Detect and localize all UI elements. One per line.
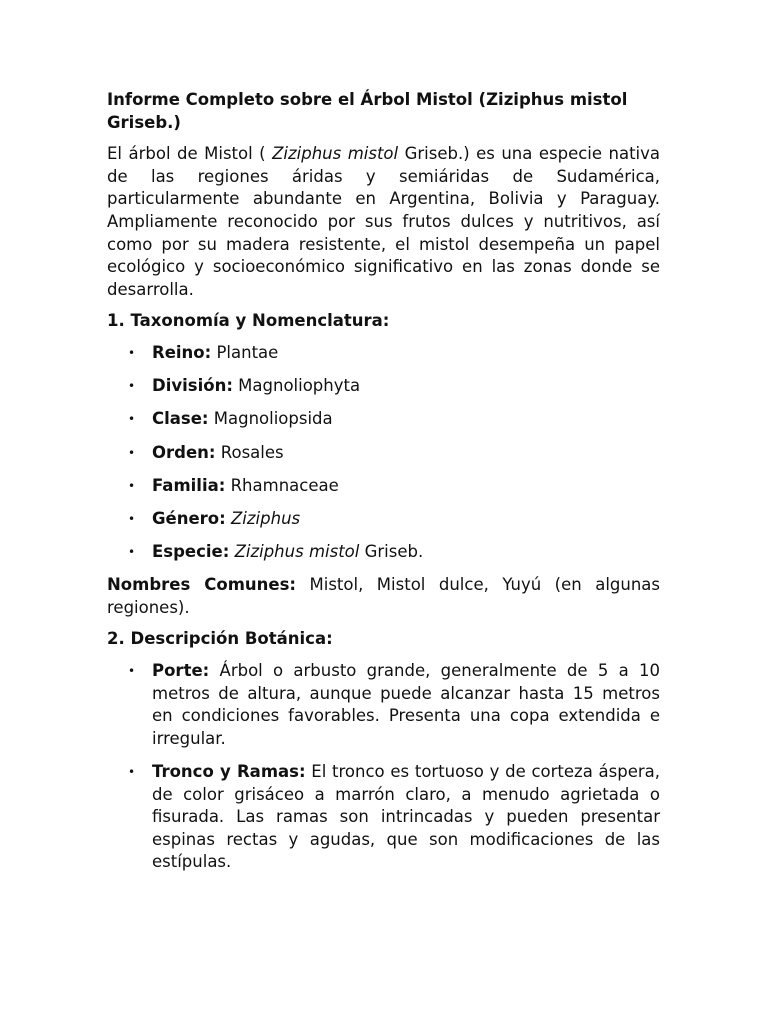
taxonomy-item-familia	[107, 475, 660, 498]
taxonomy-label: Orden:	[152, 442, 216, 462]
taxonomy-list	[107, 342, 660, 564]
botanical-value: Árbol o arbusto grande, generalmente de 5 a 10 metros de altura, aunque puede alcanzar hasta 15 metros en condiciones favorables. Presenta una copa extendida e irregular.	[152, 661, 660, 748]
taxonomy-value-italic: Ziziphus	[231, 508, 301, 528]
botanical-label: Tronco y Ramas:	[152, 762, 306, 781]
common-names-value: Mistol, Mistol dulce, Yuyú (en algunas regiones).	[107, 575, 660, 617]
bullet-icon: •	[128, 545, 136, 560]
bullet-icon: •	[128, 478, 136, 493]
taxonomy-item-division	[107, 375, 660, 398]
botanical-item-porte	[107, 660, 660, 750]
botanical-list	[107, 660, 660, 874]
taxonomy-label: Especie:	[152, 542, 230, 562]
document-title: Informe Completo sobre el Árbol Mistol (Ziziphus mistol Griseb.)	[107, 90, 628, 132]
section-heading-botanical: 2. Descripción Botánica:	[107, 629, 333, 649]
intro-text-start: El árbol de Mistol (	[107, 144, 273, 164]
bullet-icon: •	[128, 511, 136, 526]
taxonomy-value-suffix: Griseb.	[359, 542, 424, 562]
botanical-item-tronco	[107, 761, 660, 874]
intro-scientific-name: Ziziphus mistol	[272, 144, 399, 164]
taxonomy-value: Rosales	[215, 442, 284, 462]
bullet-icon: •	[128, 379, 136, 394]
bullet-icon: •	[128, 445, 136, 460]
taxonomy-label: Género:	[152, 508, 226, 528]
common-names-label: Nombres Comunes:	[107, 575, 297, 595]
taxonomy-label: Reino:	[152, 342, 212, 362]
taxonomy-value: Magnoliopsida	[208, 409, 333, 429]
section-heading-taxonomy: 1. Taxonomía y Nomenclatura:	[107, 311, 390, 331]
taxonomy-label: Clase:	[152, 409, 209, 429]
taxonomy-item-especie	[107, 541, 660, 564]
bullet-icon: •	[128, 412, 136, 427]
common-names-paragraph	[107, 574, 660, 619]
intro-paragraph	[107, 143, 660, 301]
taxonomy-item-reino	[107, 342, 660, 365]
botanical-label: Porte:	[152, 661, 210, 681]
bullet-icon: •	[128, 345, 136, 360]
taxonomy-item-orden	[107, 442, 660, 465]
taxonomy-item-clase	[107, 408, 660, 431]
taxonomy-value: Magnoliophyta	[232, 376, 361, 396]
bullet-icon: •	[128, 664, 136, 679]
taxonomy-value: Rhamnaceae	[225, 475, 339, 495]
taxonomy-value: Plantae	[211, 342, 279, 362]
taxonomy-label: Familia:	[152, 475, 226, 495]
taxonomy-value-italic: Ziziphus mistol	[234, 542, 360, 562]
taxonomy-label: División:	[152, 376, 233, 396]
taxonomy-item-genero	[107, 508, 660, 531]
document-page	[107, 89, 660, 885]
botanical-value: El tronco es tortuoso y de corteza áspera, de color grisáceo a marrón claro, a menudo agrietada o fisurada. Las ramas son intrincadas y pueden presentar espinas rectas y agudas, que son modificaciones de las estípulas.	[152, 762, 661, 872]
intro-text-rest: Griseb.) es una especie nativa de las regiones áridas y semiáridas de Sudamérica, particularmente abundante en Argentina, Bolivia y Paraguay. Ampliamente reconocido por sus frutos dulces y nutritivos, así como por su madera resistente, el mistol desempeña un papel ecológico y socioeconómico significativo en las zonas donde se desarrolla.	[107, 144, 660, 299]
bullet-icon: •	[128, 765, 136, 779]
